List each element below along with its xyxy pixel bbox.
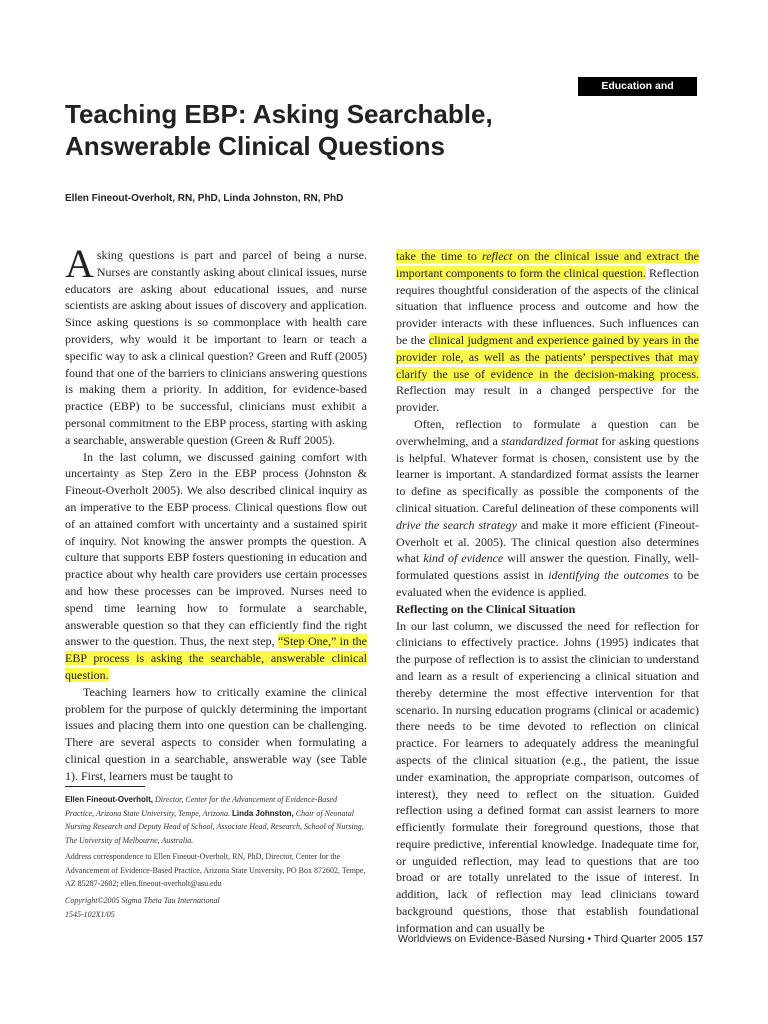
paragraph-teaching bbox=[65, 684, 367, 785]
page-footer bbox=[398, 933, 704, 945]
emphasis-identifying-outcomes: identifying the outcomes bbox=[548, 568, 669, 583]
drop-cap: A bbox=[65, 241, 94, 286]
paragraph-format-text-d: will answer the question. Finally, well-formulated questions assist in bbox=[396, 551, 700, 583]
footnote-rule bbox=[65, 786, 145, 787]
footnote-name-1: Ellen Fineout-Overholt, bbox=[65, 795, 154, 804]
highlight-reflect-b: on the clinical issue and extract the important components to form the clinical question. bbox=[396, 249, 700, 280]
footnote-copyright bbox=[65, 894, 367, 921]
paragraph-teaching-text: Teaching learners how to critically examine the clinical problem for the purpose of quickly determining the important issues and placing them into one question can be challenging. There are several aspects to consider when formulating a clinical question in a searchable, answerable way (see Table 1). First, learners must be taught to bbox=[65, 684, 367, 783]
author-line: Ellen Fineout-Overholt, RN, PhD, Linda Johnston, RN, PhD bbox=[65, 193, 344, 204]
paragraph-intro bbox=[65, 241, 367, 449]
paragraph-intro-text: sking questions is part and parcel of being a nurse. Nurses are constantly asking about clinical issues, nurse educators are asking about educational issues, and nurse scientists are asking about issues of discovery and application. Since asking questions is so commonplace with health care providers, why would it be important to learn or teach a specific way to ask a clinical question? Green and Ruff (2005) found that one of the barriers to clinicians answering questions is making them a priority. In addition, for evidence-based practice (EBP) to be successful, clinicians must exhibit a personal commitment to the EBP process, starting with asking a searchable, answerable question (Green & Ruff 2005). bbox=[65, 248, 367, 447]
paragraph-reflect-text-2: Reflection may result in a changed perspective for the provider. bbox=[396, 383, 699, 415]
paragraph-format bbox=[396, 416, 699, 601]
issn-line: 1545-102X1/05 bbox=[65, 909, 115, 919]
paragraph-reflection-need-text: In our last column, we discussed the need for reflection for clinicians to effectively practice. Johns (1995) indicates that the purpose of reflection is to assist the clinician to understand and learn as a result of experiencing a clinical situation and thereby determine the most effective intervention for that scenario. In nursing education programs (clinical or academic) there needs to be time devoted to reflection on clinical practice. For learners to adequately address the meaningful aspects of the clinical situation (e.g., the patient, the issue under examination, the appropriate comparison, outcomes of interest), they need to reflect on the situation. Guided reflection using a defined format can assist learners to more efficiently formulate their foreground questions, those that require predictive, inferential knowledge. Inadequate time for, or unguided reflection, may lead to questions that are too broad or are totally unrelated to the issue of interest. In addition, lack of reflection may lead clinicians toward background questions, those that establish foundational information and can usually be bbox=[396, 618, 699, 935]
emphasis-reflect: reflect bbox=[482, 249, 513, 263]
copyright-line: Copyright©2005 Sigma Theta Tau International bbox=[65, 896, 220, 905]
left-column bbox=[65, 241, 367, 785]
right-column bbox=[396, 248, 699, 937]
footnote-correspondence: Address correspondence to Ellen Fineout-Overholt, RN, PhD, Director, Center for the Advancement of Evidence-Based Practice, Arizona State University, PO Box 872602, Tempe, AZ 85287-2602; ellen.fineout-overholt@asu.edu bbox=[65, 852, 366, 888]
title-line-1: Teaching EBP: Asking Searchable, bbox=[65, 99, 493, 129]
paragraph-reflect bbox=[396, 248, 699, 416]
page-number: 157 bbox=[686, 933, 704, 945]
section-heading: Reflecting on the Clinical Situation bbox=[396, 601, 576, 616]
paragraph-format-text-a: Often, reflection to formulate a question can be overwhelming, and a bbox=[396, 416, 699, 448]
highlight-clinical-judgment: clinical judgment and experience gained by years in the provider role, as well as the patients’ perspectives that may clarify the use of evidence in the decision-making process. bbox=[396, 332, 699, 381]
footnote-affiliation-2: Chair of Neonatal Nursing Research and Deputy Head of School, Associate Head, Research, School of Nursing, The University of Melbourne, Australia. bbox=[65, 808, 364, 845]
section-tag: Education and Teaching bbox=[578, 77, 697, 96]
highlight-reflect-a: take the time to bbox=[396, 249, 482, 263]
footnote-name-2: Linda Johnston, bbox=[231, 808, 294, 818]
paragraph-step-zero bbox=[65, 449, 367, 684]
footer-separator: • bbox=[584, 933, 594, 945]
journal-name: Worldviews on Evidence-Based Nursing bbox=[398, 933, 585, 945]
emphasis-kind-of-evidence: kind of evidence bbox=[423, 551, 504, 566]
article-title bbox=[65, 98, 625, 162]
paragraph-format-text-b: for asking questions is helpful. Whatever format is chosen, consistent use by the learner is important. A standardized format assists the learner to define as specifically as possible the components of the clinical situation. Careful delineation of these components will bbox=[396, 433, 700, 515]
footnote-affiliation-1: Director, Center for the Advancement of Evidence-Based Practice, Arizona State University, Tempe, Arizona. bbox=[65, 795, 337, 818]
title-line-2: Answerable Clinical Questions bbox=[65, 131, 445, 161]
paragraph-format-text-e: to be evaluated when the evidence is applied. bbox=[396, 568, 699, 599]
emphasis-standardized-format: standardized format bbox=[501, 433, 599, 448]
paragraph-step-zero-text: In the last column, we discussed gaining comfort with uncertainty as Step Zero in the EBP process (Johnston & Fineout-Overholt 2005). We also described clinical inquiry as an imperative to the EBP process. Clinical questions flow out of an attained comfort with uncertainty and a sustained spirit of inquiry. Not knowing the answer prompts the question. A culture that supports EBP fosters questioning in education and practice about why health care providers use certain processes and how these processes can be improved. Nurses need to spend time learning how to formulate a searchable, answerable question so that they can efficiently find the right answer to the question. Thus, the next step, bbox=[65, 449, 367, 649]
journal-issue: Third Quarter 2005 bbox=[593, 933, 683, 945]
highlight-step-one: “Step One,” in the EBP process is asking the searchable, answerable clinical question. bbox=[65, 634, 367, 682]
emphasis-drive-search: drive the search strategy bbox=[396, 517, 517, 532]
footnote-author-affiliations bbox=[65, 793, 367, 847]
paragraph-reflection-need bbox=[396, 618, 699, 937]
paragraph-format-text-c: and make it more efficient (Fineout-Overholt et al. 2005). The clinical question also determines what bbox=[396, 517, 699, 566]
paragraph-reflect-text-1: Reflection requires thoughtful consideration of the aspects of the clinical situation that influence process and outcome and how the provider interacts with these influences. Such influences can be the bbox=[396, 265, 699, 347]
